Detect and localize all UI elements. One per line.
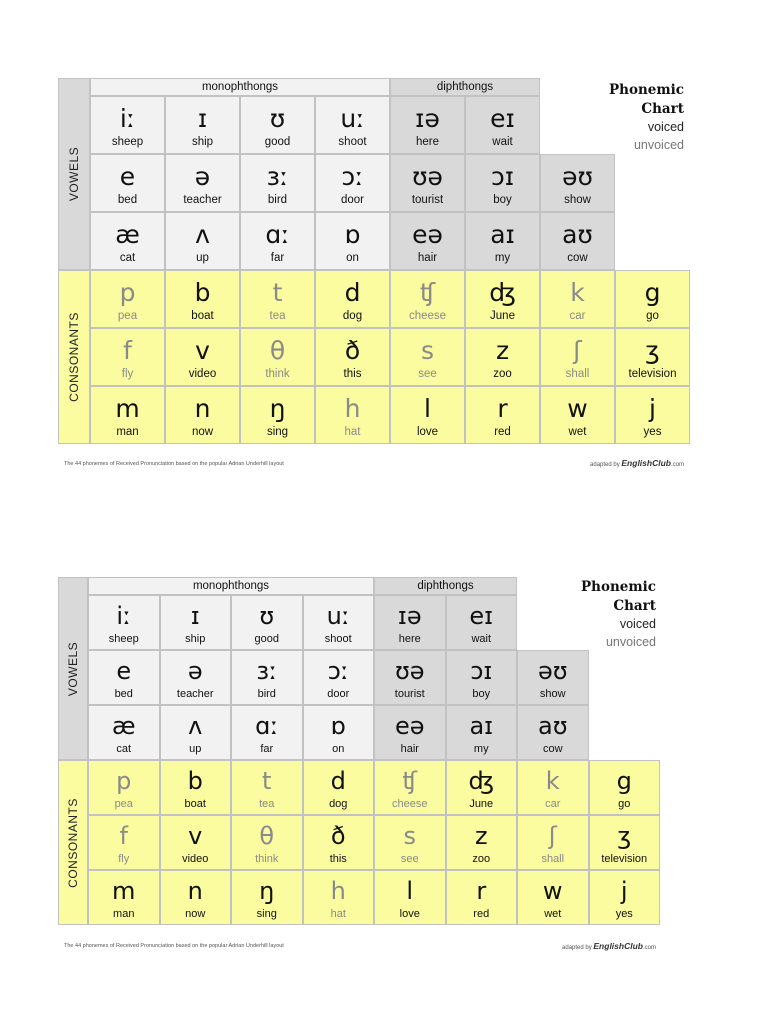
example-word: shall (565, 368, 590, 380)
phoneme-symbol: t (262, 767, 272, 795)
example-word: cat (119, 252, 136, 264)
example-word: wet (568, 426, 587, 438)
consonant-cell (374, 870, 446, 925)
example-word: yes (643, 426, 662, 438)
vowels-side-label-panel (58, 577, 88, 760)
vowel-cell (165, 96, 240, 154)
phoneme-symbol: ʤ (489, 278, 516, 307)
phoneme-symbol: t (272, 278, 283, 307)
example-word: hair (400, 743, 419, 755)
example-word: pea (114, 798, 133, 810)
example-word: June (490, 310, 515, 322)
phoneme-symbol: m (115, 394, 140, 423)
vowel-cell (465, 212, 540, 270)
vowel-cell (165, 154, 240, 212)
example-word: television (601, 853, 648, 865)
phoneme-symbol: d (344, 278, 361, 307)
consonant-cell (90, 386, 165, 444)
phoneme-symbol: ɔɪ (470, 657, 493, 685)
phoneme-symbol: r (476, 877, 487, 905)
credit-line (516, 941, 656, 951)
example-word: hat (330, 908, 346, 920)
phoneme-symbol: ŋ (259, 877, 275, 905)
vowel-cell (315, 154, 390, 212)
example-word: up (196, 252, 209, 264)
phoneme-symbol: ʌ (188, 712, 203, 740)
phoneme-symbol: m (112, 877, 136, 905)
phoneme-symbol: ð (344, 336, 361, 365)
phoneme-symbol: v (195, 336, 210, 365)
phoneme-symbol: f (119, 822, 128, 850)
phoneme-symbol: ɪ (190, 602, 200, 630)
example-word: tea (259, 798, 275, 810)
phoneme-symbol: n (187, 877, 203, 905)
phoneme-symbol: ʒ (617, 822, 632, 850)
consonant-cell (615, 328, 690, 386)
legend-voiced (544, 120, 684, 135)
vowel-cell (540, 212, 615, 270)
vowel-cell (390, 96, 465, 154)
example-word: boat (184, 798, 206, 810)
legend-unvoiced (516, 635, 656, 650)
phoneme-symbol: ʃ (548, 822, 557, 850)
example-word: ship (191, 136, 214, 148)
consonants-side-label-panel (58, 270, 90, 444)
consonant-cell (88, 815, 160, 870)
phoneme-symbol: h (330, 877, 346, 905)
phoneme-symbol: ɑː (265, 220, 290, 249)
phoneme-symbol: z (474, 822, 488, 850)
example-word: dog (329, 798, 348, 810)
vowel-cell (231, 595, 303, 650)
consonant-cell (465, 270, 540, 328)
credit-prefix: adapted by (590, 462, 620, 468)
example-word: up (189, 743, 202, 755)
vowel-cell (160, 705, 232, 760)
example-word: fly (118, 853, 130, 865)
consonant-cell (240, 270, 315, 328)
example-word: this (343, 368, 362, 380)
consonant-cell (165, 386, 240, 444)
consonant-cell (90, 270, 165, 328)
vowels-side-label-panel (58, 78, 90, 270)
consonant-cell (88, 760, 160, 815)
consonant-cell (446, 870, 518, 925)
example-word: wait (471, 633, 492, 645)
consonant-cell (390, 386, 465, 444)
chart-title-line1: Phonemic (580, 579, 656, 595)
phoneme-symbol: g (616, 767, 632, 795)
consonant-cell (88, 870, 160, 925)
phoneme-symbol: iː (119, 104, 136, 133)
chart-title-line2: Chart (613, 597, 656, 614)
phoneme-symbol: eɪ (490, 104, 515, 133)
phoneme-symbol: h (344, 394, 361, 423)
phoneme-symbol: eə (394, 712, 425, 740)
vowel-cell (88, 650, 160, 705)
consonant-cell (517, 815, 589, 870)
example-word: zoo (472, 853, 491, 865)
example-word: boy (493, 194, 512, 206)
credit-suffix: .com (642, 945, 656, 951)
phoneme-symbol: ɑː (255, 712, 279, 740)
example-word: here (415, 136, 440, 148)
footer-note: The 44 phonemes of Received Pronunciation based on the popular Adrian Underhill layout (64, 943, 284, 949)
example-word: cheese (392, 798, 428, 810)
example-word: now (185, 908, 206, 920)
example-word: shoot (338, 136, 367, 148)
example-word: cat (116, 743, 132, 755)
consonant-cell (90, 328, 165, 386)
vowel-cell (517, 650, 589, 705)
consonant-cell (303, 870, 375, 925)
consonant-cell (540, 386, 615, 444)
consonant-cell (231, 815, 303, 870)
example-word: tourist (411, 194, 444, 206)
diphthongs-header: diphthongs (390, 78, 540, 96)
consonant-cell (374, 760, 446, 815)
vowel-cell (88, 595, 160, 650)
example-word: ship (185, 633, 206, 645)
vowel-cell (390, 154, 465, 212)
consonant-cell (615, 270, 690, 328)
example-word: this (329, 853, 347, 865)
phoneme-symbol: æ (115, 220, 140, 249)
example-word: car (569, 310, 586, 322)
phoneme-symbol: uː (340, 104, 365, 133)
phoneme-symbol: f (123, 336, 132, 365)
phoneme-symbol: e (116, 657, 132, 685)
phoneme-symbol: p (119, 278, 136, 307)
legend-voiced (516, 617, 656, 632)
example-word: zoo (493, 368, 512, 380)
example-word: go (646, 310, 659, 322)
example-word: video (188, 368, 217, 380)
example-word: on (346, 252, 359, 264)
example-word: red (494, 426, 511, 438)
phoneme-symbol: l (424, 394, 431, 423)
consonant-cell (374, 815, 446, 870)
vowel-cell (315, 212, 390, 270)
example-word: wet (544, 908, 562, 920)
example-word: love (399, 908, 420, 920)
chart-title-line1: Phonemic (608, 82, 684, 98)
phoneme-symbol: aɪ (490, 220, 515, 249)
legend-unvoiced (544, 138, 684, 153)
credit-prefix: adapted by (562, 945, 592, 951)
example-word: hair (417, 252, 438, 264)
vowel-cell (90, 212, 165, 270)
phoneme-symbol: ʊə (394, 657, 425, 685)
consonant-cell (315, 328, 390, 386)
phoneme-symbol: z (495, 336, 510, 365)
vowel-cell (374, 705, 446, 760)
example-word: sheep (108, 633, 139, 645)
example-word: cow (567, 252, 588, 264)
phoneme-symbol: aɪ (469, 712, 494, 740)
vowel-cell (231, 650, 303, 705)
phoneme-symbol: ʧ (402, 767, 418, 795)
englishclub-logo: EnglishClub (621, 458, 671, 468)
consonant-cell (589, 815, 661, 870)
phoneme-symbol: ʃ (573, 336, 582, 365)
consonants-side-label: CONSONANTS (66, 797, 80, 888)
chart-title-line2: Chart (641, 100, 684, 117)
phoneme-symbol: θ (269, 336, 286, 365)
example-word: sing (256, 908, 277, 920)
vowel-cell (315, 96, 390, 154)
consonant-cell (160, 815, 232, 870)
vowel-cell (390, 212, 465, 270)
monophthongs-header: monophthongs (90, 78, 390, 96)
example-word: man (116, 426, 139, 438)
phoneme-symbol: ʊ (269, 104, 286, 133)
phoneme-symbol: j (649, 394, 656, 423)
vowel-cell (160, 650, 232, 705)
phoneme-symbol: d (330, 767, 346, 795)
vowel-cell (446, 650, 518, 705)
phoneme-symbol: k (570, 278, 585, 307)
example-word: love (416, 426, 439, 438)
phoneme-symbol: b (187, 767, 203, 795)
example-word: car (545, 798, 561, 810)
consonant-cell (390, 328, 465, 386)
phoneme-symbol: ɔː (341, 162, 364, 191)
phoneme-symbol: aʊ (537, 712, 568, 740)
phoneme-symbol: l (406, 877, 414, 905)
credit-line (544, 458, 684, 468)
example-word: door (327, 688, 350, 700)
example-word: pea (117, 310, 138, 322)
example-word: dog (342, 310, 363, 322)
consonant-cell (240, 386, 315, 444)
phoneme-symbol: s (403, 822, 416, 850)
consonant-cell (315, 270, 390, 328)
vowel-cell (90, 154, 165, 212)
consonant-cell (540, 328, 615, 386)
credit-suffix: .com (670, 462, 684, 468)
consonant-cell (540, 270, 615, 328)
example-word: good (264, 136, 291, 148)
vowel-cell (303, 705, 375, 760)
phoneme-symbol: əʊ (537, 657, 568, 685)
vowel-cell (517, 705, 589, 760)
vowel-cell (160, 595, 232, 650)
phoneme-symbol: aʊ (562, 220, 593, 249)
example-word: far (260, 743, 274, 755)
footer-note: The 44 phonemes of Received Pronunciation based on the popular Adrian Underhill layout (64, 461, 284, 467)
phoneme-symbol: k (545, 767, 560, 795)
phoneme-symbol: əʊ (562, 162, 593, 191)
consonant-cell (589, 760, 661, 815)
example-word: go (618, 798, 631, 810)
example-word: man (113, 908, 135, 920)
phoneme-symbol: ɜː (256, 657, 278, 685)
phoneme-symbol: b (194, 278, 211, 307)
example-word: boy (472, 688, 491, 700)
consonant-cell (165, 328, 240, 386)
phoneme-symbol: ɪ (197, 104, 208, 133)
phoneme-symbol: iː (116, 602, 132, 630)
consonant-cell (165, 270, 240, 328)
vowel-cell (165, 212, 240, 270)
phoneme-symbol: ɔɪ (490, 162, 515, 191)
vowels-side-label: VOWELS (66, 641, 80, 696)
consonant-cell (390, 270, 465, 328)
example-word: think (265, 368, 290, 380)
monophthongs-header: monophthongs (88, 577, 374, 595)
phoneme-symbol: ɒ (330, 712, 346, 740)
vowel-cell (374, 650, 446, 705)
example-word: shoot (324, 633, 352, 645)
consonant-cell (303, 815, 375, 870)
consonant-cell (231, 760, 303, 815)
example-word: tourist (394, 688, 425, 700)
legend-unvoiced-label: unvoiced (605, 635, 656, 650)
example-word: wait (492, 136, 513, 148)
vowel-cell (303, 650, 375, 705)
vowel-cell (231, 705, 303, 760)
phoneme-symbol: ʊ (259, 602, 275, 630)
phoneme-symbol: n (194, 394, 211, 423)
phoneme-symbol: r (497, 394, 508, 423)
example-word: sheep (111, 136, 144, 148)
example-word: now (191, 426, 214, 438)
phoneme-symbol: ʒ (645, 336, 660, 365)
example-word: my (494, 252, 511, 264)
legend-voiced-label: voiced (619, 617, 656, 631)
consonants-side-label: CONSONANTS (67, 312, 81, 402)
diphthongs-header: diphthongs (374, 577, 517, 595)
example-word: cow (542, 743, 563, 755)
consonant-cell (517, 760, 589, 815)
vowel-cell (446, 705, 518, 760)
consonant-cell (465, 328, 540, 386)
phoneme-symbol: ɔː (327, 657, 349, 685)
vowel-cell (303, 595, 375, 650)
example-word: bed (114, 688, 133, 700)
vowels-side-label: VOWELS (67, 146, 81, 202)
phoneme-symbol: ʊə (412, 162, 443, 191)
phoneme-symbol: ʧ (419, 278, 436, 307)
example-word: show (539, 688, 566, 700)
consonant-cell (465, 386, 540, 444)
example-word: show (564, 194, 591, 206)
example-word: door (340, 194, 365, 206)
phoneme-symbol: ð (330, 822, 346, 850)
consonant-cell (517, 870, 589, 925)
example-word: tea (269, 310, 286, 322)
vowel-cell (446, 595, 518, 650)
consonant-cell (303, 760, 375, 815)
example-word: my (473, 743, 489, 755)
phoneme-symbol: ɪə (397, 602, 422, 630)
vowel-cell (465, 96, 540, 154)
example-word: teacher (183, 194, 222, 206)
vowel-cell (374, 595, 446, 650)
phoneme-symbol: æ (111, 712, 136, 740)
phoneme-symbol: eɪ (469, 602, 494, 630)
phoneme-symbol: w (567, 394, 588, 423)
consonant-cell (160, 760, 232, 815)
vowel-cell (240, 154, 315, 212)
consonant-cell (315, 386, 390, 444)
phoneme-symbol: uː (326, 602, 350, 630)
phoneme-symbol: θ (259, 822, 275, 850)
consonant-cell (446, 815, 518, 870)
example-word: hat (344, 426, 361, 438)
example-word: boat (191, 310, 214, 322)
phoneme-symbol: w (542, 877, 563, 905)
phoneme-symbol: e (119, 162, 136, 191)
example-word: see (418, 368, 437, 380)
vowel-cell (240, 212, 315, 270)
example-word: shall (541, 853, 565, 865)
phoneme-symbol: ə (194, 162, 211, 191)
phoneme-symbol: ŋ (269, 394, 286, 423)
vowel-cell (540, 154, 615, 212)
consonant-cell (160, 870, 232, 925)
example-word: red (473, 908, 490, 920)
consonant-cell (589, 870, 661, 925)
consonant-cell (231, 870, 303, 925)
englishclub-logo: EnglishClub (593, 941, 643, 951)
example-word: good (254, 633, 279, 645)
phoneme-symbol: ʌ (195, 220, 210, 249)
example-word: bird (257, 688, 276, 700)
consonant-cell (615, 386, 690, 444)
phoneme-symbol: ɒ (344, 220, 361, 249)
phoneme-symbol: ɪə (415, 104, 440, 133)
consonants-side-label-panel (58, 760, 88, 925)
example-word: television (628, 368, 677, 380)
phoneme-symbol: s (420, 336, 435, 365)
phoneme-symbol: ʤ (468, 767, 494, 795)
example-word: far (270, 252, 285, 264)
example-word: see (400, 853, 419, 865)
legend-voiced-label: voiced (647, 120, 684, 134)
example-word: cheese (408, 310, 447, 322)
example-word: teacher (176, 688, 214, 700)
phoneme-symbol: eə (412, 220, 443, 249)
consonant-cell (240, 328, 315, 386)
example-word: June (469, 798, 494, 810)
example-word: bird (267, 194, 288, 206)
vowel-cell (465, 154, 540, 212)
legend-unvoiced-label: unvoiced (633, 138, 684, 153)
example-word: here (398, 633, 421, 645)
phoneme-symbol: ɜː (266, 162, 289, 191)
example-word: bed (117, 194, 138, 206)
vowel-cell (88, 705, 160, 760)
vowel-cell (240, 96, 315, 154)
example-word: yes (615, 908, 633, 920)
phoneme-symbol: j (620, 877, 628, 905)
example-word: sing (266, 426, 289, 438)
example-word: fly (121, 368, 134, 380)
example-word: think (255, 853, 279, 865)
phoneme-symbol: p (116, 767, 132, 795)
phoneme-symbol: v (188, 822, 203, 850)
phoneme-symbol: ə (187, 657, 203, 685)
example-word: on (332, 743, 345, 755)
example-word: video (182, 853, 209, 865)
phoneme-symbol: g (644, 278, 661, 307)
consonant-cell (446, 760, 518, 815)
vowel-cell (90, 96, 165, 154)
